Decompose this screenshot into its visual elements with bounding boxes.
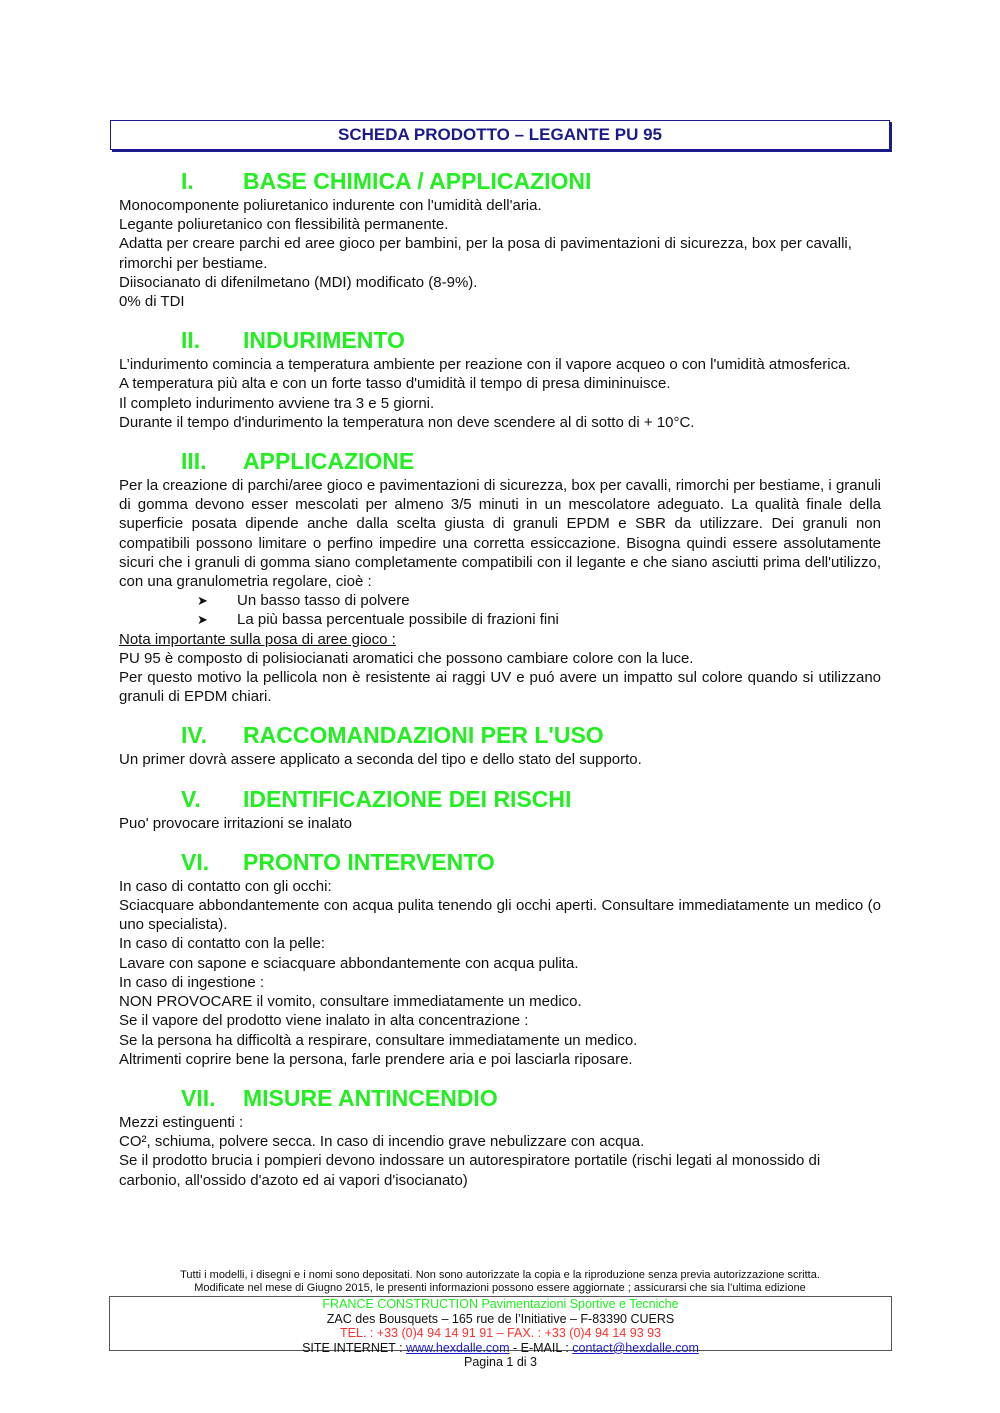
section-6-line: In caso di contatto con la pelle:	[119, 935, 325, 953]
section-heading-3: III. APPLICAZIONE	[181, 448, 415, 475]
footer-company: FRANCE CONSTRUCTION Pavimentazioni Sportive e Tecniche	[322, 1297, 679, 1311]
section-7-line: Mezzi estinguenti :	[119, 1113, 244, 1131]
list-item: ➤ La più bassa percentuale possibile di frazioni fini	[197, 611, 559, 629]
footer-note-2: Modificate nel mese di Giugno 2015, le presenti informazioni possono essere aggiornate ; assicurarsi che sia l’ultima edizione	[194, 1282, 806, 1294]
section-7-line: Se il prodotto brucia i pompieri devono indossare un autorespiratore portatile (rischi legati al monossido di carbonio, all'ossido d'azoto ed ai vapori d'isocianato)	[119, 1152, 821, 1189]
website-link[interactable]: www.hexdalle.com	[406, 1340, 510, 1355]
section-1-line: 0% di TDI	[119, 293, 185, 311]
section-6-line: Se la persona ha difficoltà a respirare, consultare immediatamente un medico.	[119, 1031, 638, 1049]
page-number: Pagina 1 di 3	[464, 1355, 537, 1369]
section-3-note-title: Nota importante sulla posa di aree gioco :	[119, 630, 396, 648]
section-6-line: NON PROVOCARE il vomito, consultare immediatamente un medico.	[119, 993, 582, 1011]
title-box	[110, 120, 890, 150]
section-4-line: Un primer dovrà assere applicato a seconda del tipo e dello stato del supporto.	[119, 751, 642, 769]
footer-web-line: SITE INTERNET : www.hexdalle.com - E-MAIL : contact@hexdalle.com	[302, 1340, 699, 1355]
section-heading-6: VI. PRONTO INTERVENTO	[181, 848, 495, 875]
footer-address: ZAC des Bousquets – 165 rue de l’Initiative – F-83390 CUERS	[326, 1311, 675, 1326]
section-3-intro: Per la creazione di parchi/aree gioco e pavimentazioni di sicurezza, box per cavalli, rimorchi per bestiame, i granuli di gomma devono esser mescolati per almeno 3/5 minuti in un mescolatore adeguato. La qualità finale della superficie posata dipende anche dalla scelta giusta di granuli EPDM e SBR da utilizzare. Dei granuli non compatibili possono limitare o perfino impedire una corretta essiccazione. Bisogna quindi essere assolutamente sicuri che i granuli di gomma siano completamente compatibili con il legante e che siano asciutti prima dell'utilizzo, con una granulometria regolare, cioè :	[119, 477, 881, 591]
footer-contact-box	[109, 1296, 892, 1369]
section-2-line: A temperatura più alta e con un forte tasso d'umidità il tempo di presa dimininuisce.	[119, 375, 671, 393]
footer-disclaimer	[100, 1269, 900, 1295]
arrow-bullet-icon: ➤	[197, 612, 208, 628]
arrow-bullet-icon: ➤	[197, 593, 208, 609]
section-6-line: Sciacquare abbondantemente con acqua pulita tenendo gli occhi aperti. Consultare immediatamente un medico (o uno specialista).	[119, 897, 881, 934]
section-heading-1: I. BASE CHIMICA / APPLICAZIONI	[181, 168, 592, 194]
section-1-line: Legante poliuretanico con flessibilità permanente.	[119, 216, 449, 234]
page-title: SCHEDA PRODOTTO – LEGANTE PU 95	[338, 125, 662, 144]
section-2-line: Il completo indurimento avviene tra 3 e 5 giorni.	[119, 394, 435, 412]
section-heading-2: II. INDURIMENTO	[181, 327, 405, 354]
section-1-line: Adatta per creare parchi ed aree gioco per bambini, per la posa di pavimentazioni di sicurezza, box per cavalli, rimorchi per bestiame.	[119, 235, 852, 272]
section-2-line: L’indurimento comincia a temperatura ambiente per reazione con il vapore acqueo o con l'umidità atmosferica.	[119, 356, 851, 374]
section-heading-7: VII. MISURE ANTINCENDIO	[181, 1084, 498, 1111]
footer-phone: TEL. : +33 (0)4 94 14 91 91 – FAX. : +33 (0)4 94 14 93 93	[339, 1326, 662, 1340]
section-6-line: Lavare con sapone e sciacquare abbondantemente con acqua pulita.	[119, 954, 579, 972]
list-item: ➤ Un basso tasso di polvere	[197, 592, 410, 610]
section-7-line: CO², schiuma, polvere secca. In caso di incendio grave nebulizzare con acqua.	[119, 1133, 645, 1151]
section-6-line: In caso di ingestione :	[119, 973, 265, 991]
section-3-note-line: Per questo motivo la pellicola non è resistente ai raggi UV e puó avere un impatto sul colore quando si utilizzano granuli di EPDM chiari.	[119, 669, 881, 706]
section-heading-4: IV. RACCOMANDAZIONI PER L'USO	[181, 722, 604, 749]
section-heading-5: V. IDENTIFICAZIONE DEI RISCHI	[181, 785, 572, 812]
section-6-line: In caso di contatto con gli occhi:	[119, 877, 332, 895]
section-5-line: Puo' provocare irritazioni se inalato	[119, 814, 352, 832]
section-6-line: Se il vapore del prodotto viene inalato in alta concentrazione :	[119, 1012, 529, 1030]
section-1-line: Diisocianato di difenilmetano (MDI) modificato (8-9%).	[119, 273, 478, 291]
section-6-line: Altrimenti coprire bene la persona, farle prendere aria e poi lasciarla riposare.	[119, 1050, 633, 1068]
document-body	[119, 166, 881, 1190]
footer-note-1: Tutti i modelli, i disegni e i nomi sono depositati. Non sono autorizzate la copia e la riproduzione senza previa autorizzazione scritta.	[180, 1269, 820, 1281]
section-2-line: Durante il tempo d'indurimento la temperatura non deve scendere al di sotto di + 10°C.	[119, 413, 695, 431]
section-3-bullet-list	[119, 591, 881, 629]
section-3-note-line: PU 95 è composto di polisiocianati aromatici che possono cambiare colore con la luce.	[119, 649, 694, 667]
email-link[interactable]: contact@hexdalle.com	[572, 1340, 699, 1355]
section-1-line: Monocomponente poliuretanico indurente con l'umidità dell'aria.	[119, 197, 542, 214]
